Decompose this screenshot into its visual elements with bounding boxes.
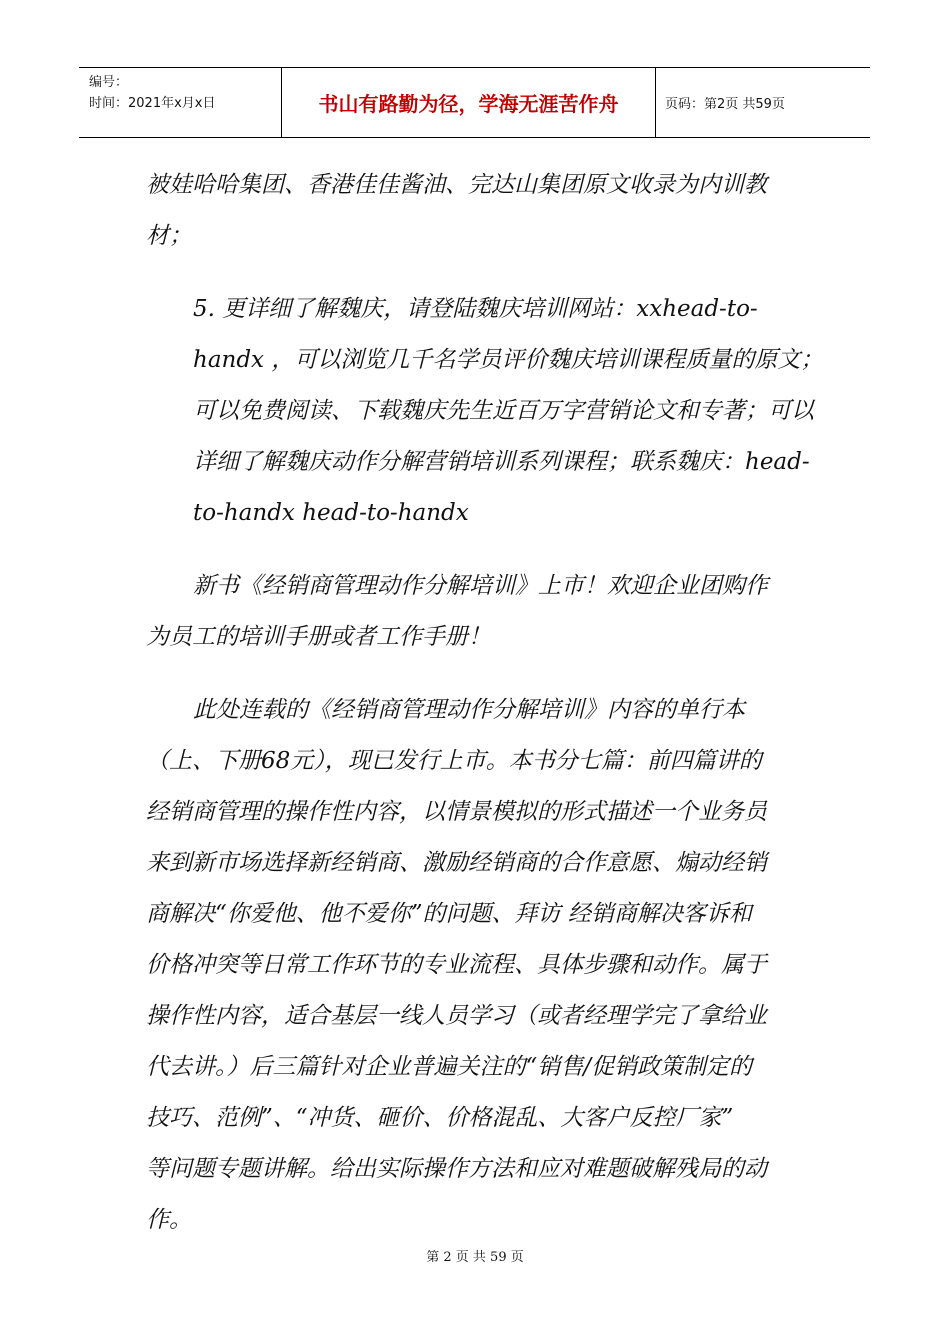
- text-line: handx ，可以浏览几千名学员评价魏庆培训课程质量的原文；: [193, 347, 824, 373]
- text-line: 可以免费阅读、下载魏庆先生近百万字营销论文和专著；可以: [193, 398, 814, 424]
- text-line: 材；: [146, 223, 192, 249]
- header-meta-cell: [79, 68, 282, 137]
- text-line: 被娃哈哈集团、香港佳佳酱油、完达山集团原文收录为内训教: [146, 172, 767, 198]
- document-number-label: 编号：: [89, 75, 129, 90]
- text-line: to-handx head-to-handx: [193, 500, 469, 526]
- text-line: 代去讲。）后三篇针对企业普遍关注的“销售/促销政策制定的: [146, 1054, 753, 1080]
- page-footer: 第 2 页 共 59 页: [426, 1250, 524, 1265]
- paragraph: [146, 284, 824, 539]
- document-body: [146, 160, 824, 1268]
- text-line: 商解决“你爱他、他不爱你”的问题、拜访 经销商解决客诉和: [146, 901, 752, 927]
- text-line: 新书《经销商管理动作分解培训》上市！欢迎企业团购作: [193, 573, 768, 599]
- text-line: 经销商管理的操作性内容，以情景模拟的形式描述一个业务员: [146, 799, 767, 825]
- text-line: 等问题专题讲解。给出实际操作方法和应对难题破解残局的动: [146, 1156, 767, 1182]
- text-line: 价格冲突等日常工作环节的专业流程、具体步骤和动作。属于: [146, 952, 767, 978]
- text-line: 详细了解魏庆动作分解营销培训系列课程；联系魏庆：head-: [193, 449, 810, 475]
- text-line: 技巧、范例”、“冲货、砸价、价格混乱、大客户反控厂家”: [146, 1105, 734, 1131]
- text-line: 来到新市场选择新经销商、激励经销商的合作意愿、煽动经销: [146, 850, 767, 876]
- text-line: 作。: [146, 1207, 192, 1233]
- header-motto: 书山有路勤为径，学海无涯苦作舟: [282, 68, 656, 137]
- header-page-label: 页码：第2页 共59页: [665, 97, 785, 112]
- page-header: [79, 67, 870, 138]
- text-line: 此处连载的《经销商管理动作分解培训》内容的单行本: [193, 697, 745, 723]
- text-line: 为员工的培训手册或者工作手册！: [146, 624, 491, 650]
- text-line: 5. 更详细了解魏庆，请登陆魏庆培训网站：xxhead-to-: [193, 296, 758, 322]
- document-date-label: 时间：2021年x月x日: [89, 96, 216, 111]
- paragraph: [146, 685, 806, 1246]
- paragraph: [146, 561, 806, 663]
- text-line: （上、下册68元），现已发行上市。本书分七篇：前四篇讲的: [146, 748, 762, 774]
- text-line: 操作性内容，适合基层一线人员学习（或者经理学完了拿给业: [146, 1003, 767, 1029]
- paragraph: [146, 160, 806, 262]
